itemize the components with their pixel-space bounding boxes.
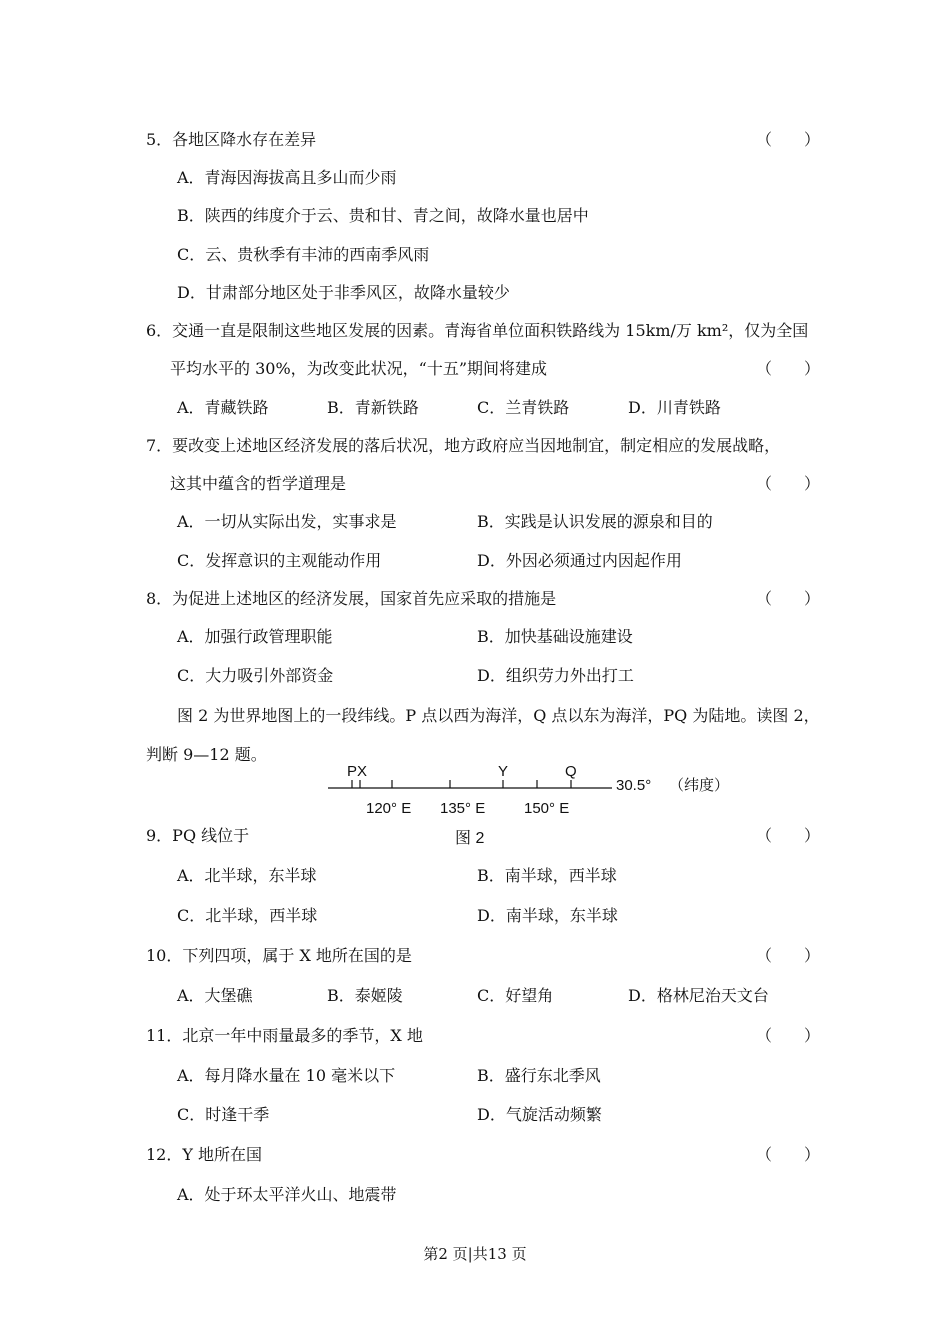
page-footer: 第2 页|共13 页 (423, 1245, 527, 1263)
q10-option-c: C．好望角 (477, 986, 554, 1005)
q11-option-b: B．盛行东北季风 (477, 1066, 601, 1085)
q10-stem: 10．下列四项，属于 X 地所在国的是 (146, 946, 412, 965)
label-q: Q (565, 763, 577, 780)
q10-answer-paren: （ ） (756, 946, 821, 965)
q11-option-c: C．时逢干季 (177, 1105, 270, 1124)
q12-answer-paren: （ ） (756, 1145, 821, 1164)
figure-caption: 图 2 (455, 830, 485, 847)
figure-intro-line1: 图 2 为世界地图上的一段纬线。P 点以西为海洋，Q 点以东为海洋，PQ 为陆地。读图 2， (177, 706, 820, 725)
q7-option-a: A．一切从实际出发，实事求是 (177, 512, 397, 531)
label-135e: 135° E (440, 800, 486, 817)
q11-answer-paren: （ ） (756, 1026, 821, 1045)
q8-option-d: D．组织劳力外出打工 (477, 666, 634, 685)
figure-intro-line2: 判断 9—12 题。 (146, 745, 267, 764)
q11-option-a: A．每月降水量在 10 毫米以下 (177, 1066, 396, 1085)
q6-stem-line1: 6．交通一直是限制这些地区发展的因素。青海省单位面积铁路线为 15km/万 km²，仅为全国 (146, 321, 809, 340)
q7-answer-paren: （ ） (756, 474, 821, 493)
q8-answer-paren: （ ） (756, 589, 821, 608)
label-y: Y (498, 763, 509, 780)
q12-option-a: A．处于环太平洋火山、地震带 (177, 1185, 397, 1204)
q6-stem-line2: 平均水平的 30%，为改变此状况，“十五”期间将建成 (170, 359, 548, 378)
q6-option-c: C．兰青铁路 (477, 398, 570, 417)
q11-stem: 11．北京一年中雨量最多的季节，X 地 (146, 1026, 423, 1045)
q9-stem: 9．PQ 线位于 (146, 826, 250, 845)
label-latitude-note: （纬度） (669, 777, 730, 794)
label-120e: 120° E (366, 800, 412, 817)
q10-option-d: D．格林尼治天文台 (628, 986, 769, 1005)
q8-option-b: B．加快基础设施建设 (477, 627, 633, 646)
q10-option-b: B．泰姬陵 (327, 986, 403, 1005)
q6-option-b: B．青新铁路 (327, 398, 419, 417)
q9-answer-paren: （ ） (756, 826, 821, 845)
q8-option-a: A．加强行政管理职能 (177, 627, 333, 646)
q7-option-c: C．发挥意识的主观能动作用 (177, 551, 382, 570)
q5-option-d: D．甘肃部分地区处于非季风区，故降水量较少 (177, 283, 510, 302)
q7-stem-line2: 这其中蕴含的哲学道理是 (170, 474, 347, 493)
q9-option-d: D．南半球，东半球 (477, 906, 618, 925)
q7-option-d: D．外因必须通过内因起作用 (477, 551, 682, 570)
label-150e: 150° E (524, 800, 570, 817)
q5-answer-paren: （ ） (756, 130, 821, 149)
q5-option-b: B．陕西的纬度介于云、贵和甘、青之间，故降水量也居中 (177, 206, 589, 225)
q8-stem: 8．为促进上述地区的经济发展，国家首先应采取的措施是 (146, 589, 557, 608)
q9-option-b: B．南半球，西半球 (477, 866, 617, 885)
q5-option-c: C．云、贵秋季有丰沛的西南季风雨 (177, 245, 430, 264)
q7-option-b: B．实践是认识发展的源泉和目的 (477, 512, 713, 531)
q6-option-d: D．川青铁路 (628, 398, 721, 417)
q10-option-a: A．大堡礁 (177, 986, 253, 1005)
q11-option-d: D．气旋活动频繁 (477, 1105, 602, 1124)
label-px: PX (347, 763, 368, 780)
q12-stem: 12．Y 地所在国 (146, 1145, 263, 1164)
q9-option-c: C．北半球，西半球 (177, 906, 318, 925)
q6-option-a: A．青藏铁路 (177, 398, 269, 417)
q7-stem-line1: 7．要改变上述地区经济发展的落后状况，地方政府应当因地制宜，制定相应的发展战略， (146, 436, 781, 455)
label-latitude: 30.5° (616, 777, 652, 794)
q6-answer-paren: （ ） (756, 359, 821, 378)
q5-stem: 5．各地区降水存在差异 (146, 130, 317, 149)
q9-option-a: A．北半球，东半球 (177, 866, 317, 885)
q5-option-a: A．青海因海拔高且多山而少雨 (177, 168, 397, 187)
q8-option-c: C．大力吸引外部资金 (177, 666, 334, 685)
